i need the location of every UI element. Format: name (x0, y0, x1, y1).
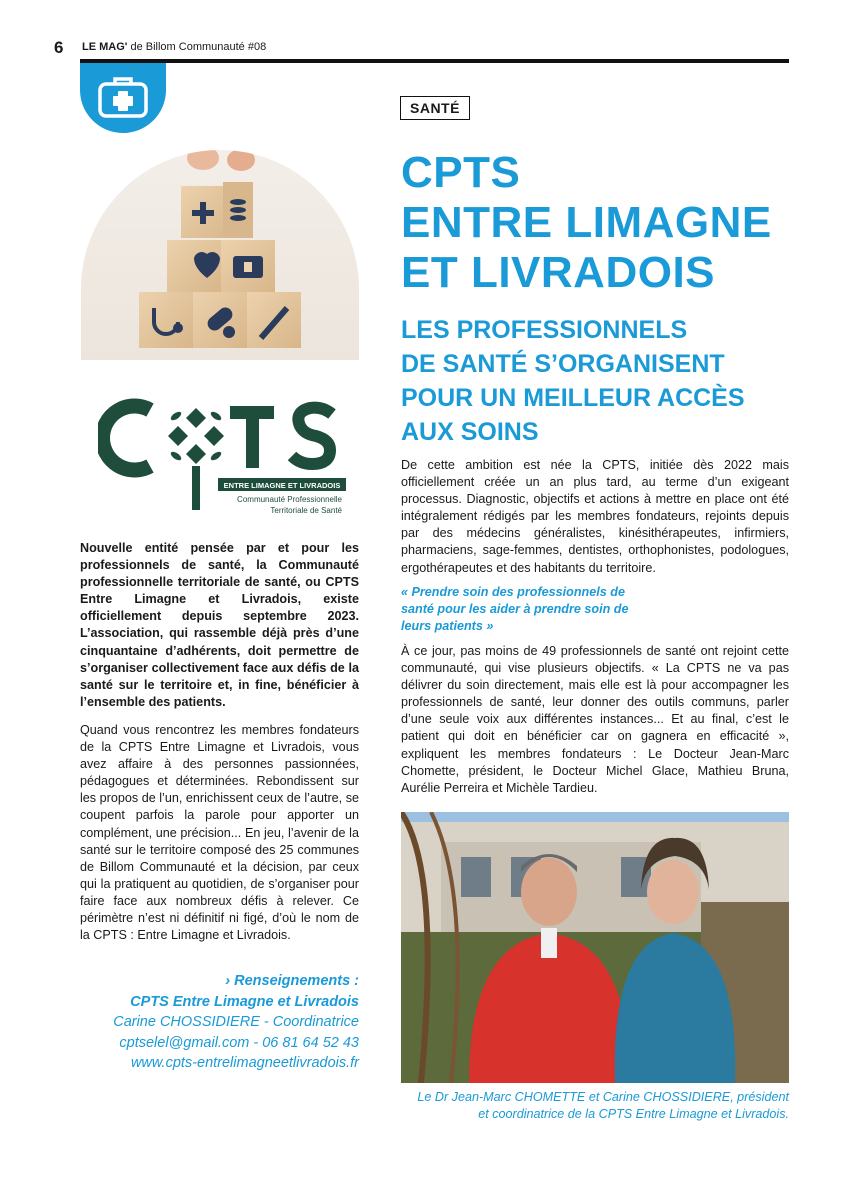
pull-quote: « Prendre soin des professionnels de santé pour les aider à prendre soin de leurs patients » (401, 585, 629, 634)
contact-website: www.cpts-entrelimagneetlivradois.fr (130, 1055, 359, 1071)
article-title (401, 148, 801, 298)
cpts-logo (98, 388, 348, 516)
contact-organization: CPTS Entre Limagne et Livradois (130, 993, 359, 1010)
subtitle-line-3: POUR UN MEILLEUR ACCÈS (401, 384, 745, 412)
body-paragraph-left: Quand vous rencontrez les membres fondateurs de la CPTS Entre Limagne et Livradois, vous avez affaire à des personnes passionnées, pédagogues et déterminées. Rebondissent sur les propos de l’un, enrichissent ceux de l’autre, se coupent parfois la parole pour apporter un complément, une précision... En jeu, l’avenir de la santé sur le territoire composé des 25 communes de Billom Communauté et la décision, par ceux qui la pratiquent au quotidien, de s’organiser pour faire face aux nombreux défis à relever. Ce périmètre n’est ni définitif ni figé, d’où le nom de la CPTS : Entre Limagne et Livradois. (80, 723, 359, 943)
intro-paragraph: Nouvelle entité pensée par et pour les professionnels de santé, la Communauté professionnelle territoriale de santé, ou CPTS Entre Limagne et Livradois, existe officiellement depuis septembre 2023. L’association, qui rassemble déjà près d’une cinquantaine d’adhérents, doit permettre de s’organiser collectivement face aux défis de la santé sur le territoire et, in fine, bénéficier à l’ensemble des patients. (80, 541, 359, 709)
contact-block (60, 971, 359, 1074)
contact-person: Carine CHOSSIDIERE - Coordinatrice (113, 1014, 359, 1030)
article-subtitle (401, 313, 801, 449)
category-tag: SANTÉ (400, 96, 470, 120)
photo-caption (401, 1089, 789, 1122)
header-rule (80, 59, 789, 63)
caption-line-1: Le Dr Jean-Marc CHOMETTE et Carine CHOSSIDIERE, président (417, 1090, 789, 1104)
body-paragraph-right-2: À ce jour, pas moins de 49 professionnels de santé ont rejoint cette communauté, qui vise plusieurs objectifs. « La CPTS ne va pas délivrer du soin directement, mais elle est là pour accompagner les professionnels de santé, leur donner des outils communs, parler d’une seule voix aux différentes instances... Et au final, c’est le patient qui doit en bénéficier car on gagnera en efficacité », expliquent les membres fondateurs : Le Docteur Jean-Marc Chomette, président, le Docteur Michel Glace, Mathieu Bruna, Aurélie Perreira et Michèle Tardieu. (401, 644, 789, 795)
contact-email-phone: cptselel@gmail.com - 06 81 64 52 43 (119, 1034, 359, 1051)
logo-band: ENTRE LIMAGNE ET LIVRADOIS (223, 481, 341, 490)
magazine-title (82, 41, 266, 53)
magazine-title-bold: LE MAG' (82, 41, 128, 53)
title-line-1: CPTS (401, 148, 521, 197)
health-cubes-photo (81, 150, 359, 360)
subtitle-line-1: LES PROFESSIONNELS (401, 316, 688, 344)
subtitle-line-2: DE SANTÉ S’ORGANISENT (401, 350, 725, 378)
contact-heading: › Renseignements : (225, 973, 359, 989)
logo-line-2: Territoriale de Santé (270, 506, 342, 515)
title-line-2: ENTRE LIMAGNE (401, 198, 772, 247)
section-badge (80, 63, 166, 133)
body-paragraph-right-1: De cette ambition est née la CPTS, initiée dès 2022 mais officiellement créée un an plus tard, au terme d’un exigeant processus. Diagnostic, objectifs et actions à mettre en place ont été intégralement rédigés par les membres fondateurs, rejoints depuis par des médecins généralistes, kinésithérapeutes, infirmiers, pharmaciens, sage-femmes, dentistes, orthophonistes, podologues, ergothérapeutes et des habitants du territoire. (401, 458, 789, 575)
logo-line-1: Communauté Professionnelle (237, 495, 342, 504)
founders-photo (401, 812, 789, 1083)
magazine-title-rest: de Billom Communauté #08 (130, 41, 267, 53)
medical-kit-icon (96, 75, 150, 119)
title-line-3: ET LIVRADOIS (401, 248, 716, 297)
caption-line-2: et coordinatrice de la CPTS Entre Limagne et Livradois. (478, 1106, 789, 1121)
page-number: 6 (54, 38, 64, 57)
subtitle-line-4: AUX SOINS (401, 418, 539, 446)
